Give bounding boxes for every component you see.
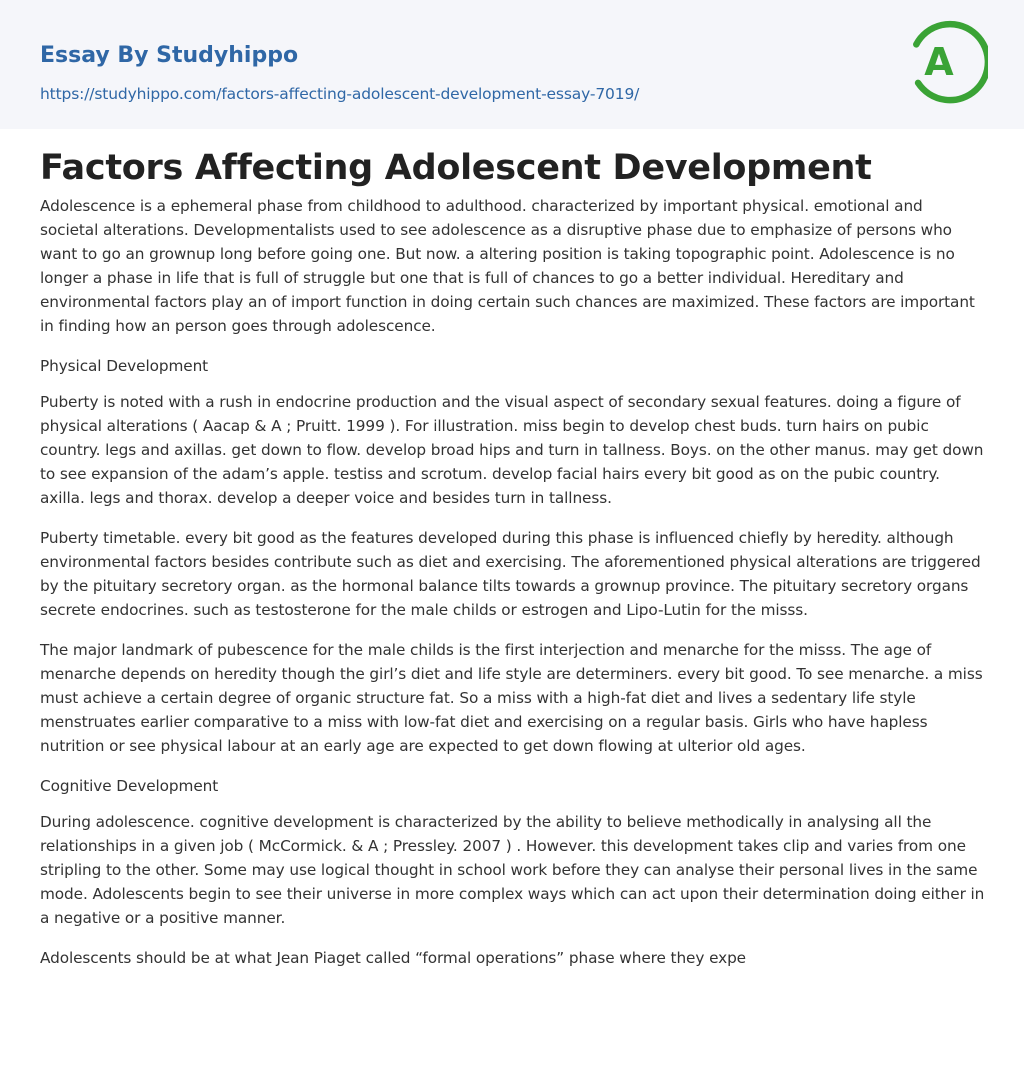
paragraph-intro: Adolescence is a ephemeral phase from childhood to adulthood. characterized by important physical. emotional and societal alterations. Developmentalists used to see adolescence as a disruptive phase due to emphasize of persons who want to go an grownup long before going one. But now. a altering position is taking topographic point. Adolescence is no longer a phase in life that is full of struggle but one that is full of chances to go a better individual. Hereditary and environmental factors play an of import function in doing certain such chances are maximized. These factors are important in finding how an person goes through adolescence.: [40, 197, 975, 335]
article-body: [40, 194, 985, 986]
paragraph-cognitive-2: Adolescents should be at what Jean Piaget called “formal operations” phase where they expe: [40, 949, 746, 967]
article-url-link[interactable]: https://studyhippo.com/factors-affecting-adolescent-development-essay-7019/: [40, 85, 640, 103]
logo-letter: A: [924, 40, 954, 84]
paragraph-physical-1: Puberty is noted with a rush in endocrine production and the visual aspect of secondary sexual features. doing a figure of physical alterations ( Aacap & A ; Pruitt. 1999 ). For illustration. miss begin to develop chest buds. turn hairs on pubic country. legs and axillas. get down to flow. develop broad hips and turn in tallness. Boys. on the other manus. may get down to see expansion of the adam’s apple. testiss and scrotum. develop facial hairs every bit good as on the pubic country. axilla. legs and thorax. develop a deeper voice and besides turn in tallness.: [40, 393, 984, 507]
section-heading-cognitive: Cognitive Development: [40, 777, 219, 795]
site-brand[interactable]: Essay By Studyhippo: [40, 43, 299, 68]
paragraph-physical-3: The major landmark of pubescence for the male childs is the first interjection and menarche for the misss. The age of menarche depends on heredity though the girl’s diet and life style are determiners. every bit good. To see menarche. a miss must achieve a certain degree of organic structure fat. So a miss with a high-fat diet and lives a sedentary life style menstruates earlier comparative to a miss with low-fat diet and exercising on a regular basis. Girls who have hapless nutrition or see physical labour at an early age are expected to get down flowing at ulterior old ages.: [40, 641, 983, 755]
paragraph-cognitive-1: During adolescence. cognitive development is characterized by the ability to believe methodically in analysing all the relationships in a given job ( McCormick. & A ; Pressley. 2007 ) . However. this development takes clip and varies from one stripling to the other. Some may use logical thought in school work before they can analyse their personal lives in the same mode. Adolescents begin to see their universe in more complex ways which can act upon their determination doing either in a negative or a positive manner.: [40, 813, 985, 927]
article-title: Factors Affecting Adolescent Development: [40, 148, 872, 188]
section-heading-physical: Physical Development: [40, 357, 209, 375]
studyhippo-logo-icon[interactable]: [910, 18, 988, 106]
paragraph-physical-2: Puberty timetable. every bit good as the features developed during this phase is influenced chiefly by heredity. although environmental factors besides contribute such as diet and exercising. The aforementioned physical alterations are triggered by the pituitary secretory organ. as the hormonal balance tilts towards a grownup province. The pituitary secretory organs secrete endocrines. such as testosterone for the male childs or estrogen and Lipo-Lutin for the misss.: [40, 529, 981, 619]
site-header: [0, 0, 1024, 129]
